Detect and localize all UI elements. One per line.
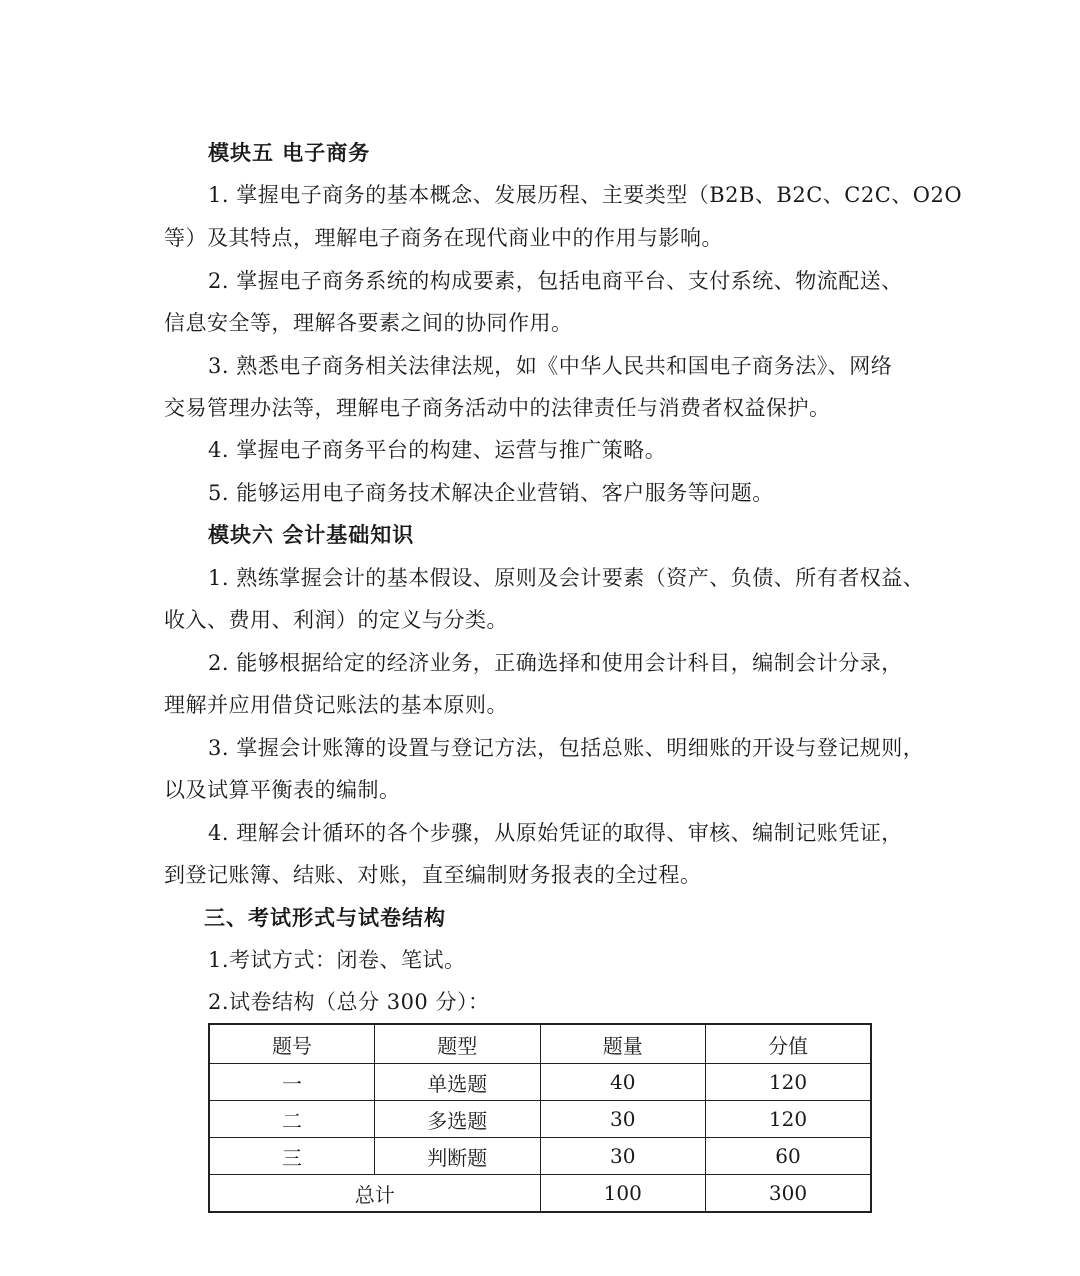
exam-structure-table (208, 1023, 872, 1213)
header-score: 分值 (706, 1024, 872, 1064)
table-row (209, 1101, 871, 1138)
cell-count: 30 (540, 1101, 706, 1138)
table-row (209, 1138, 871, 1175)
module-6-item-3-line-2: 以及试算平衡表的编制。 (164, 778, 401, 802)
table-row (209, 1064, 871, 1101)
module-5-item-2-line-1: 2. 掌握电子商务系统的构成要素，包括电商平台、支付系统、物流配送、 (208, 269, 903, 293)
cell-type: 单选题 (375, 1064, 541, 1101)
module-6-item-1-line-1: 1. 熟练掌握会计的基本假设、原则及会计要素（资产、负债、所有者权益、 (208, 566, 925, 590)
cell-count: 40 (540, 1064, 706, 1101)
exam-method-line: 1.考试方式：闭卷、笔试。 (208, 948, 466, 972)
total-label: 总计 (209, 1175, 540, 1213)
module-6-item-1-line-2: 收入、费用、利润）的定义与分类。 (164, 608, 508, 632)
cell-score: 120 (706, 1101, 872, 1138)
section-3-heading: 三、考试形式与试卷结构 (204, 906, 446, 930)
module-5-item-1-line-1: 1. 掌握电子商务的基本概念、发展历程、主要类型（B2B、B2C、C2C、O2O (208, 183, 963, 207)
cell-number: 一 (209, 1064, 375, 1101)
cell-type: 多选题 (375, 1101, 541, 1138)
module-5-item-4: 4. 掌握电子商务平台的构建、运营与推广策略。 (208, 438, 667, 462)
module-5-item-3-line-2: 交易管理办法等，理解电子商务活动中的法律责任与消费者权益保护。 (164, 396, 831, 420)
cell-number: 三 (209, 1138, 375, 1175)
total-score: 300 (706, 1175, 872, 1213)
module-5-item-2-line-2: 信息安全等，理解各要素之间的协同作用。 (164, 311, 573, 335)
module-5-item-3-line-1: 3. 熟悉电子商务相关法律法规，如《中华人民共和国电子商务法》、网络 (208, 354, 893, 378)
table-header-row (209, 1024, 871, 1064)
table-total-row (209, 1175, 871, 1213)
module-6-item-4-line-2: 到登记账簿、结账、对账，直至编制财务报表的全过程。 (164, 863, 702, 887)
module-6-item-2-line-1: 2. 能够根据给定的经济业务，正确选择和使用会计科目，编制会计分录， (208, 651, 903, 675)
module-6-item-2-line-2: 理解并应用借贷记账法的基本原则。 (164, 693, 508, 717)
total-count: 100 (540, 1175, 706, 1213)
module-6-item-4-line-1: 4. 理解会计循环的各个步骤，从原始凭证的取得、审核、编制记账凭证， (208, 821, 903, 845)
module-6-heading: 模块六 会计基础知识 (208, 523, 415, 547)
cell-type: 判断题 (375, 1138, 541, 1175)
module-5-heading: 模块五 电子商务 (208, 141, 371, 165)
header-question-count: 题量 (540, 1024, 706, 1064)
module-6-item-3-line-1: 3. 掌握会计账簿的设置与登记方法，包括总账、明细账的开设与登记规则， (208, 736, 925, 760)
paper-structure-line: 2.试卷结构（总分 300 分）： (208, 990, 490, 1014)
cell-number: 二 (209, 1101, 375, 1138)
header-question-number: 题号 (209, 1024, 375, 1064)
header-question-type: 题型 (375, 1024, 541, 1064)
cell-score: 60 (706, 1138, 872, 1175)
cell-count: 30 (540, 1138, 706, 1175)
module-5-item-5: 5. 能够运用电子商务技术解决企业营销、客户服务等问题。 (208, 481, 774, 505)
module-5-item-1-line-2: 等）及其特点，理解电子商务在现代商业中的作用与影响。 (164, 226, 723, 250)
cell-score: 120 (706, 1064, 872, 1101)
